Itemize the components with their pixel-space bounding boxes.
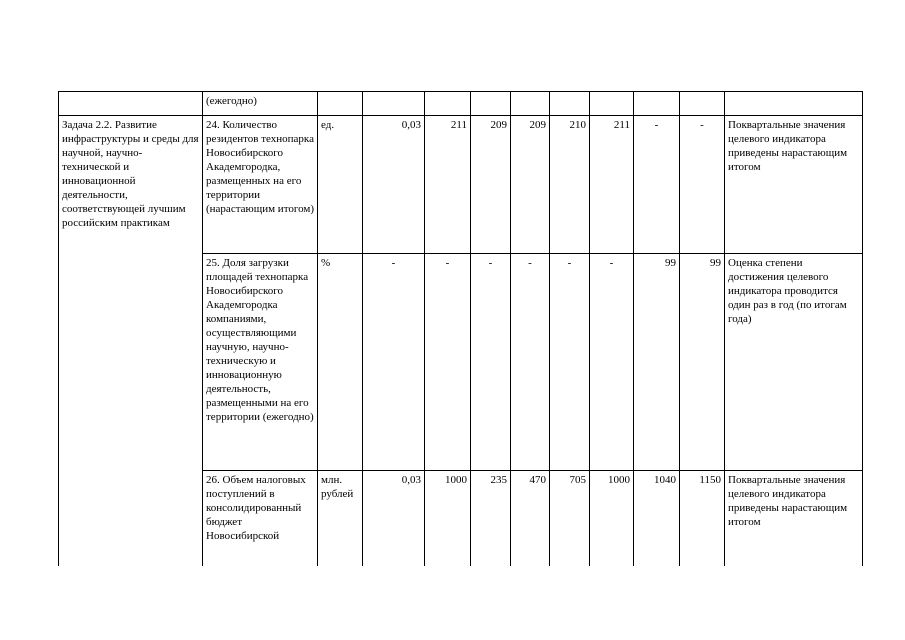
value-cell: - <box>471 254 511 471</box>
value-cell: 470 <box>511 471 550 567</box>
value-cell: 209 <box>511 116 550 254</box>
value-cell: 705 <box>550 471 590 567</box>
value-cell: - <box>550 254 590 471</box>
value-cell: 0,03 <box>363 116 425 254</box>
unit-cell: % <box>318 254 363 471</box>
value-cell: 1000 <box>590 471 634 567</box>
unit-cell <box>318 92 363 116</box>
value-cell <box>634 92 680 116</box>
indicator-cell: 26. Объем налоговых поступлений в консолидированный бюджет Новосибирской <box>203 471 318 567</box>
value-cell: - <box>680 116 725 254</box>
indicator-cell: (ежегодно) <box>203 92 318 116</box>
table-row <box>59 92 863 116</box>
value-cell: 235 <box>471 471 511 567</box>
table-row <box>59 254 863 471</box>
note-cell: Поквартальные значения целевого индикатора приведены нарастающим итогом <box>725 471 863 567</box>
value-cell <box>471 92 511 116</box>
table-row <box>59 471 863 567</box>
value-cell: 1150 <box>680 471 725 567</box>
note-cell: Поквартальные значения целевого индикатора приведены нарастающим итогом <box>725 116 863 254</box>
value-cell: - <box>511 254 550 471</box>
value-cell: - <box>590 254 634 471</box>
value-cell: - <box>363 254 425 471</box>
value-cell <box>590 92 634 116</box>
task-cell <box>59 254 203 471</box>
indicator-cell: 24. Количество резидентов технопарка Новосибирского Академгородка, размещенных на его территории (нарастающим итогом) <box>203 116 318 254</box>
unit-cell: млн. рублей <box>318 471 363 567</box>
value-cell: 211 <box>425 116 471 254</box>
task-cell <box>59 92 203 116</box>
value-cell: 210 <box>550 116 590 254</box>
value-cell: 1000 <box>425 471 471 567</box>
value-cell: 99 <box>634 254 680 471</box>
value-cell <box>425 92 471 116</box>
note-cell: Оценка степени достижения целевого индикатора проводится один раз в год (по итогам года) <box>725 254 863 471</box>
task-cell <box>59 471 203 567</box>
note-cell <box>725 92 863 116</box>
indicators-table <box>58 91 863 566</box>
value-cell: 209 <box>471 116 511 254</box>
value-cell: - <box>634 116 680 254</box>
unit-cell: ед. <box>318 116 363 254</box>
table-row <box>59 116 863 254</box>
value-cell: 99 <box>680 254 725 471</box>
value-cell: 0,03 <box>363 471 425 567</box>
value-cell <box>550 92 590 116</box>
task-cell: Задача 2.2. Развитие инфраструктуры и среды для научной, научно-технической и инновационной деятельности, соответствующей лучшим российским практикам <box>59 116 203 254</box>
value-cell: 211 <box>590 116 634 254</box>
value-cell <box>511 92 550 116</box>
value-cell <box>680 92 725 116</box>
value-cell: 1040 <box>634 471 680 567</box>
value-cell: - <box>425 254 471 471</box>
indicator-cell: 25. Доля загрузки площадей технопарка Новосибирского Академгородка компаниями, осуществляющими научную, научно-техническую и инновационную деятельность, размещенными на его территории (ежегодно) <box>203 254 318 471</box>
value-cell <box>363 92 425 116</box>
